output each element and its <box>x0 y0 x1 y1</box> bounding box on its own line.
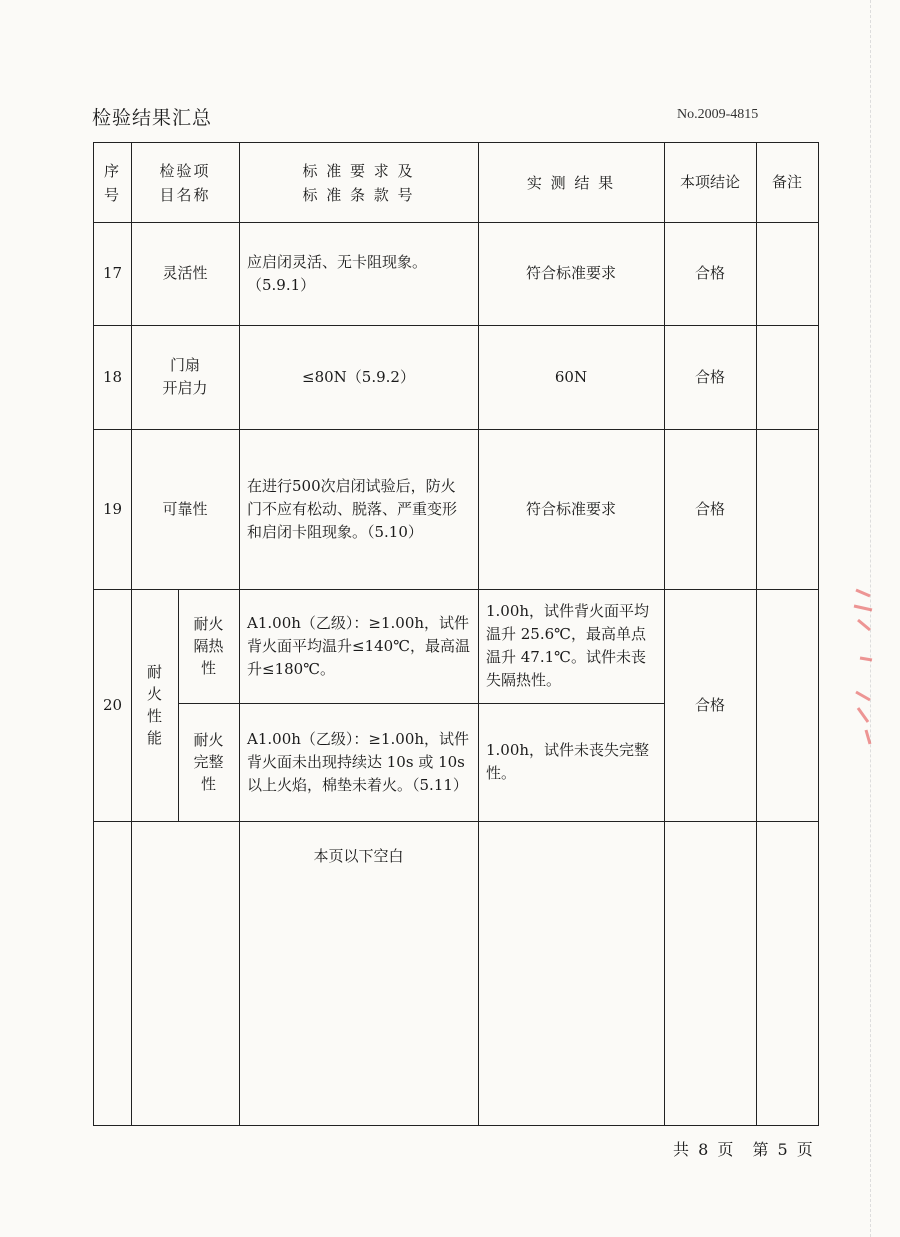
row-19-result: 符合标准要求 <box>525 499 616 518</box>
row-19-item: 可靠性 <box>162 499 208 518</box>
row-18-conclusion: 合格 <box>694 367 725 386</box>
results-table <box>93 142 819 1126</box>
row-20-seq: 20 <box>102 695 123 714</box>
row-17-seq: 17 <box>102 264 123 282</box>
row-18-seq: 18 <box>102 367 123 386</box>
page-footer <box>673 1137 813 1160</box>
row-19-remark <box>756 429 818 589</box>
row-20b-item: 耐火 完整 性 <box>193 731 224 793</box>
row-17-standard: 应启闭灵活、无卡阻现象。（5.9.1） <box>247 252 428 294</box>
row-17-remark <box>756 222 818 325</box>
current-page: 第 5 页 <box>752 1140 813 1159</box>
row-20a-result: 1.00h，试件背火面平均温升 25.6℃，最高单点温升 47.1℃。试件未丧失隔热性。 <box>486 602 650 689</box>
total-pages: 共 8 页 <box>673 1140 734 1159</box>
row-18-item: 门扇 开启力 <box>162 356 208 397</box>
row-17-result: 符合标准要求 <box>525 264 616 282</box>
row-17-conclusion: 合格 <box>694 264 725 282</box>
row-19-seq: 19 <box>102 499 123 518</box>
row-17-item: 灵活性 <box>162 264 208 282</box>
blank-note: 本页以下空白 <box>313 846 404 865</box>
row-20a-item: 耐火 隔热 性 <box>193 615 224 677</box>
row-19-standard: 在进行500次启闭试验后，防火门不应有松动、脱落、严重变形和启闭卡阻现象。（5.10） <box>247 476 458 541</box>
col-header-item: 检验项 目名称 <box>159 161 211 204</box>
row-20b-result: 1.00h，试件未丧失完整性。 <box>486 741 650 782</box>
col-header-seq: 序 号 <box>103 161 121 204</box>
col-header-remark: 备注 <box>771 173 802 191</box>
row-20-group: 耐 火 性 能 <box>146 663 162 747</box>
row-20b-standard: A1.00h（乙级）：≥1.00h，试件背火面未出现持续达 10s 或 10s 以上火焰，棉垫未着火。（5.11） <box>247 729 470 794</box>
row-18-result: 60N <box>554 367 588 386</box>
row-20-conclusion: 合格 <box>694 695 725 714</box>
row-20a-standard: A1.00h（乙级）：≥1.00h，试件背火面平均温升≤140℃，最高温升≤180℃。 <box>247 613 470 678</box>
page-title: 检验结果汇总 <box>92 107 213 129</box>
report-number: No.2009-4815 <box>677 107 759 122</box>
row-20-remark <box>756 589 818 821</box>
col-header-standard: 标 准 要 求 及 标 准 条 款 号 <box>302 161 415 204</box>
row-19-conclusion: 合格 <box>694 499 725 518</box>
row-18-standard: ≤80N（5.9.2） <box>302 367 415 386</box>
seal-stamp-fragment <box>848 580 878 750</box>
col-header-result: 实 测 结 果 <box>526 173 616 192</box>
col-header-conclusion: 本项结论 <box>679 173 740 191</box>
row-18-remark <box>756 325 818 429</box>
